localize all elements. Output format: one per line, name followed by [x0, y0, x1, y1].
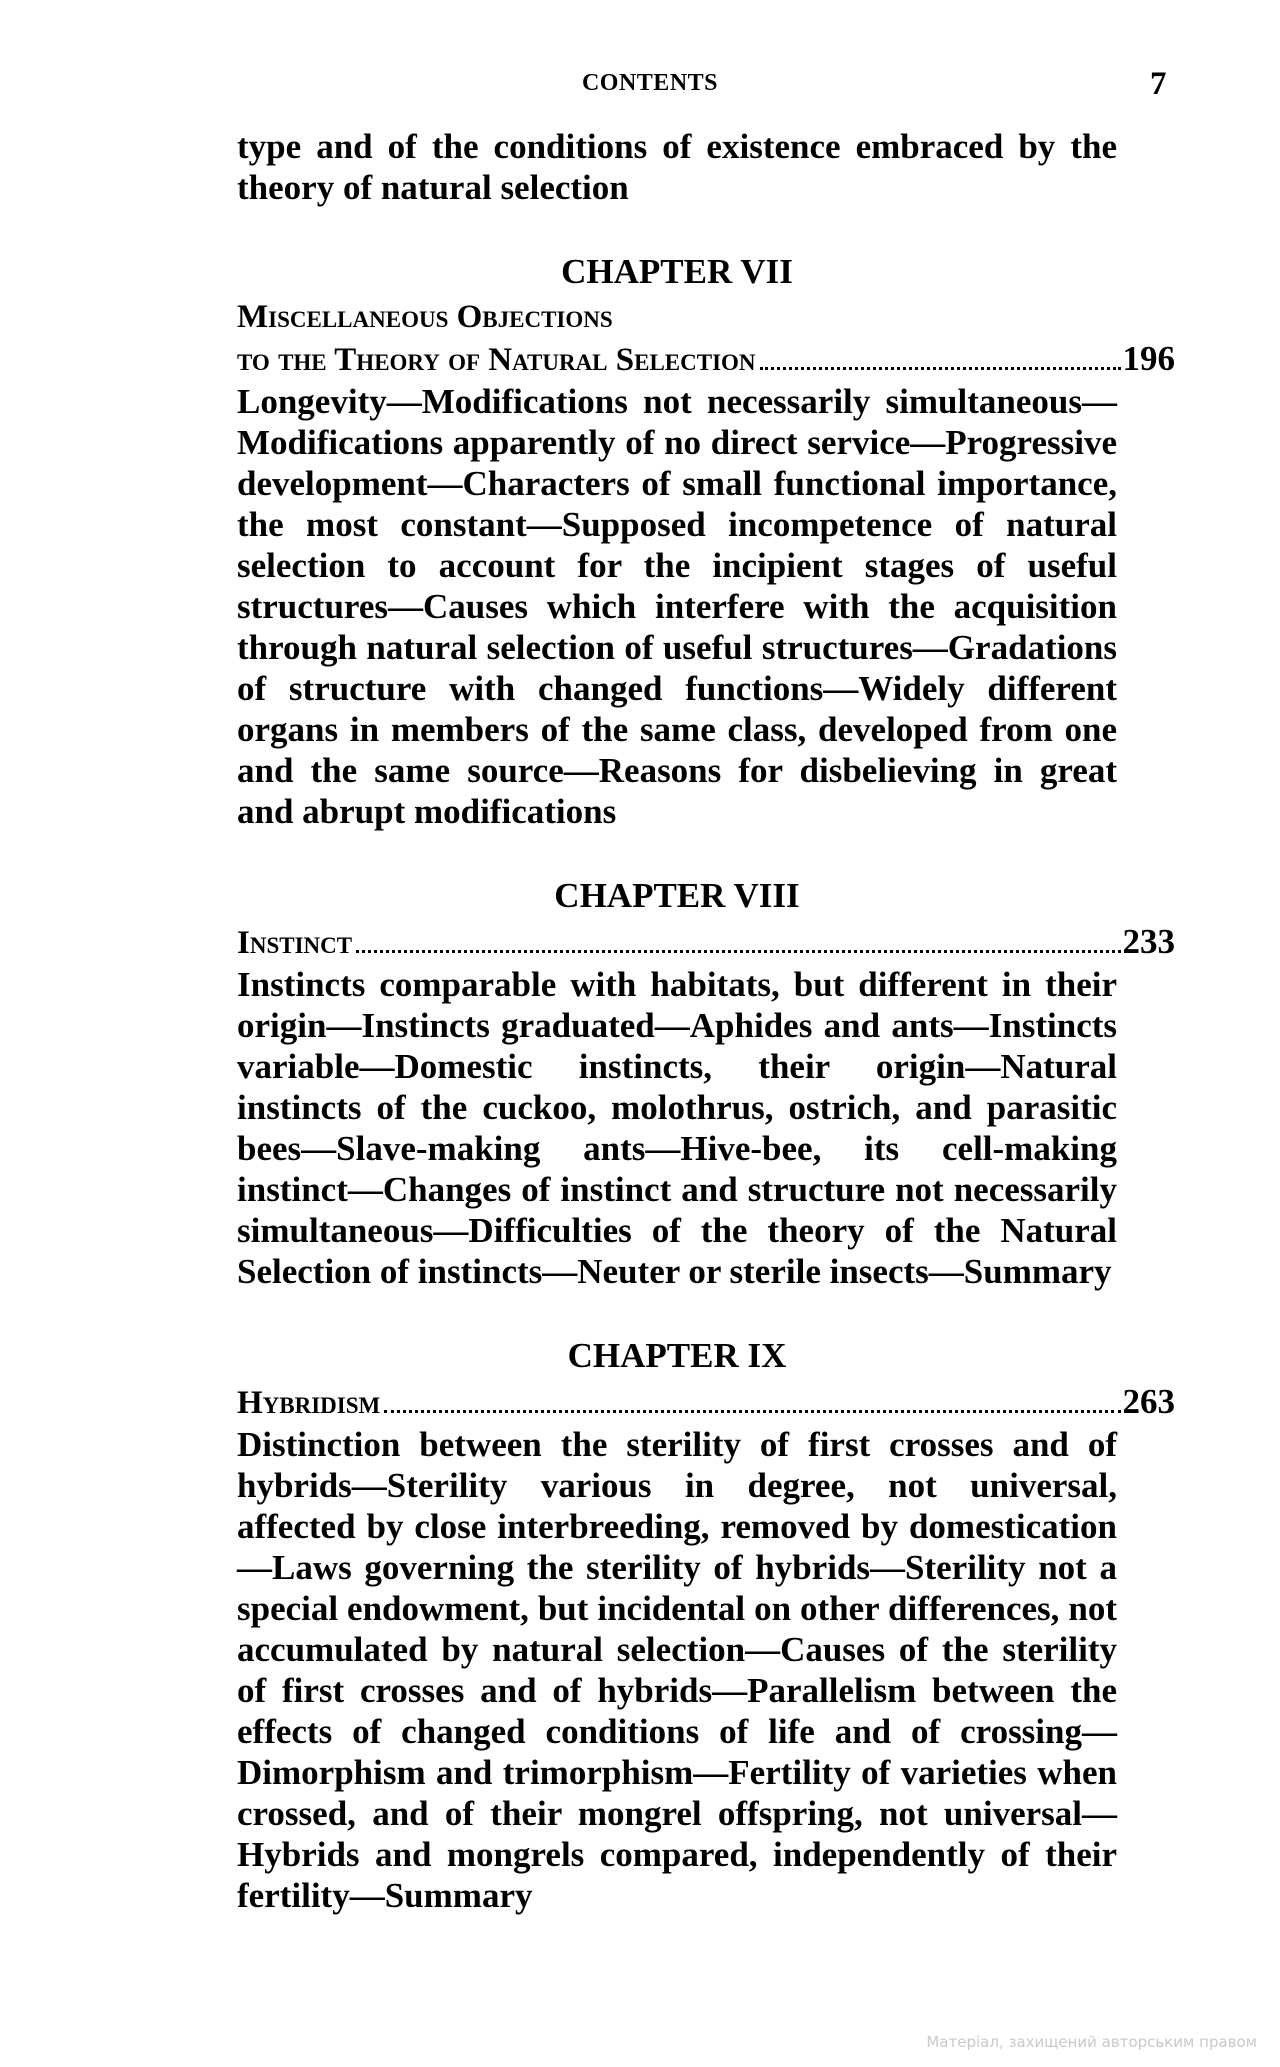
running-title: CONTENTS [581, 70, 719, 96]
chapter-summary: Instincts comparable with habitats, but different in their origin—Instincts graduated—Aphides and ants—Instincts variable—Domestic instincts, their origin—Natural instincts of the cuckoo, molothrus, ostrich, and parasitic bees—Slave-making ants—Hive-bee, its cell-making instinct—Changes of instinct and structure not necessarily simultaneous—Difficulties of the theory of the Natural Selection of instincts—Neuter or sterile insects—Summary [237, 965, 1117, 1291]
page-number: 7 [1150, 66, 1167, 102]
chapter-page-number: 263 [1122, 1382, 1175, 1421]
copyright-watermark: Матеріал, захищений авторським правом [926, 2033, 1257, 2051]
toc-entry [237, 921, 1175, 964]
chapter-title: Miscellaneous Objections [237, 299, 613, 335]
chapter-heading: CHAPTER IX [567, 1336, 787, 1375]
dot-leader [356, 950, 1120, 953]
toc-entry [237, 338, 1175, 381]
contents-column [237, 126, 1175, 1916]
intro-paragraph: type and of the conditions of existence embraced by the theory of natural selection [237, 127, 1117, 207]
toc-entry [237, 1381, 1175, 1424]
chapter-page-number: 233 [1122, 922, 1175, 961]
chapter-summary: Longevity—Modifications not necessarily simultaneous—Modifications apparently of no direct service—Progressive development—Characters of small functional importance, the most constant—Supposed incompetence of natural selection to account for the incipient stages of useful structures—Causes which interfere with the acquisition through natural selection of useful structures—Gradations of structure with changed functions—Widely different organs in members of the same class, developed from one and the same source—Reasons for disbelieving in great and abrupt modifications [237, 382, 1117, 831]
chapter-heading: CHAPTER VIII [554, 876, 800, 915]
chapter-summary: Distinction between the sterility of first crosses and of hybrids—Sterility various in degree, not universal, affected by close interbreeding, removed by domestication—Laws governing the sterility of hybrids—Sterility not a special endowment, but incidental on other differences, not accumulated by natural selection—Causes of the sterility of first crosses and of hybrids—Parallelism between the effects of changed conditions of life and of crossing—Dimorphism and trimorphism—Fertility of varieties when crossed, and of their mongrel offspring, not universal—Hybrids and mongrels compared, independently of their fertility—Summary [237, 1425, 1117, 1915]
dot-leader [384, 1410, 1120, 1413]
chapter-viii [237, 871, 1175, 1292]
running-head [0, 66, 1280, 110]
chapter-title: Hybridism [237, 1385, 381, 1421]
chapter-page-number: 196 [1122, 339, 1175, 378]
chapter-vii [237, 247, 1175, 832]
chapter-title-continued: to the Theory of Natural Selection [237, 342, 756, 378]
chapter-title: Instinct [237, 925, 353, 961]
chapter-heading: CHAPTER VII [561, 252, 793, 291]
chapter-ix [237, 1331, 1175, 1916]
dot-leader [760, 367, 1121, 370]
